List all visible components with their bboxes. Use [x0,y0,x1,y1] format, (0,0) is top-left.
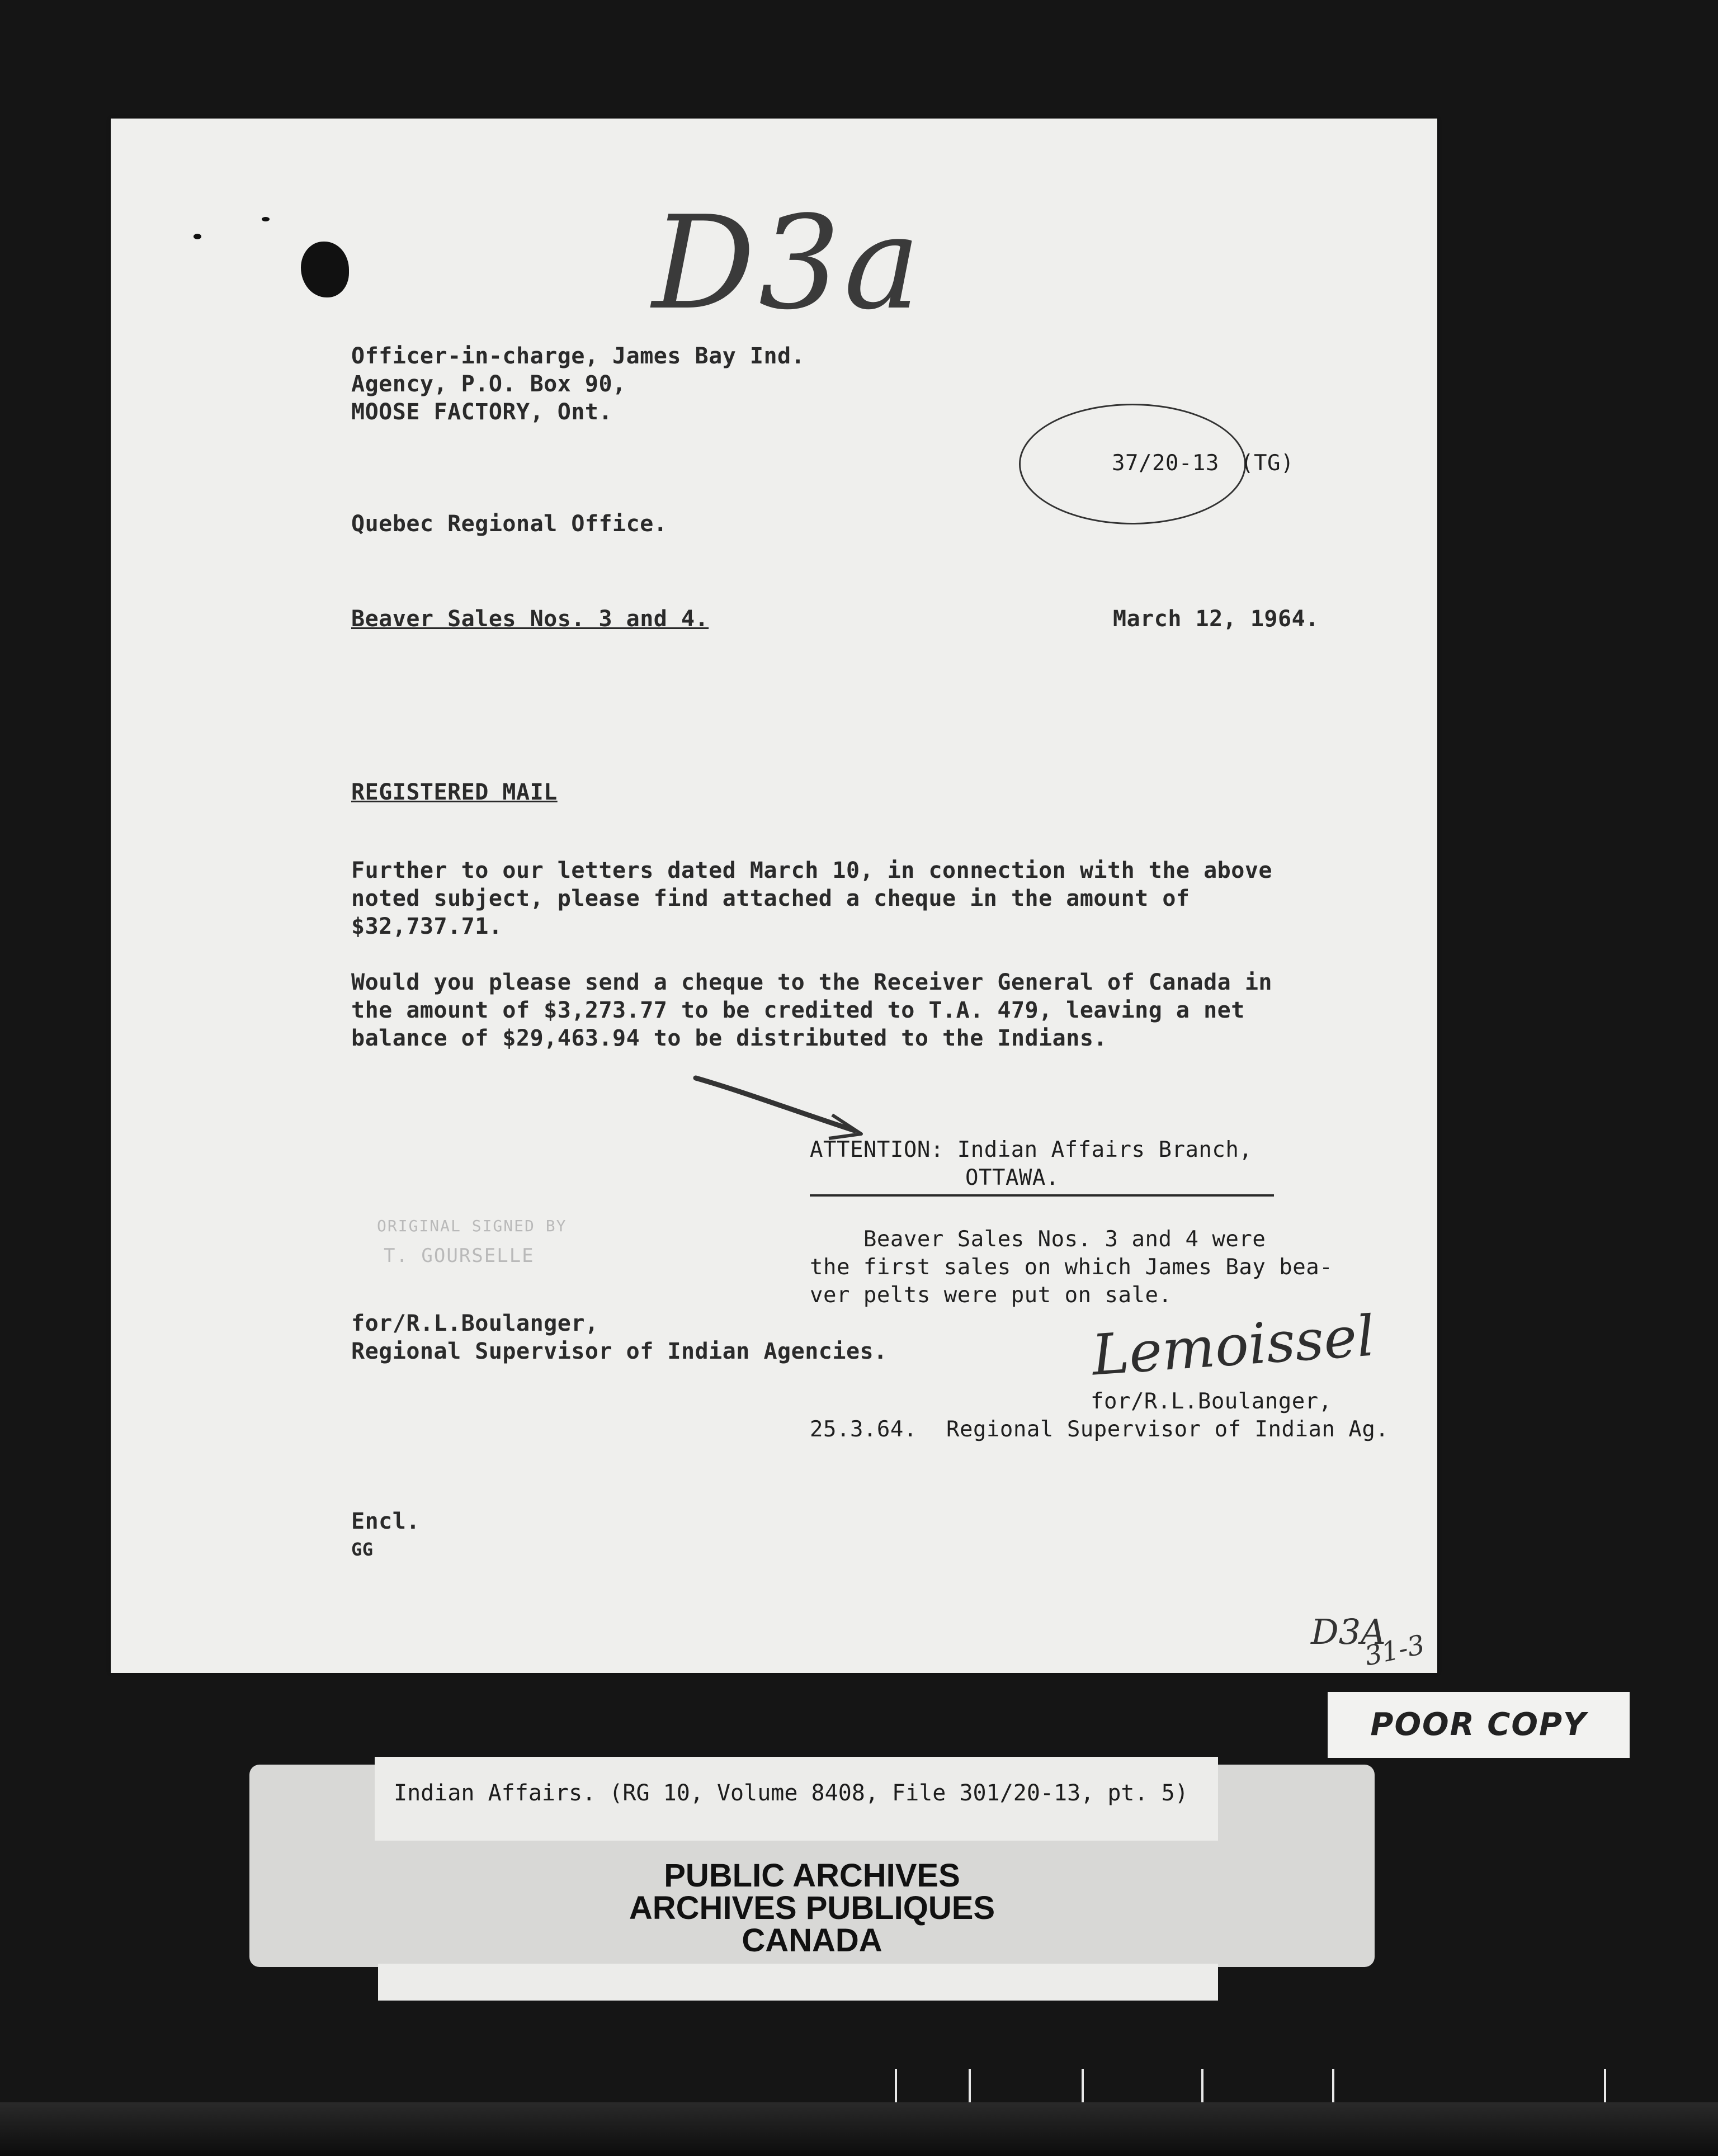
faint-stamp-line-2: T. GOURSELLE [384,1245,535,1267]
registered-mail-heading: REGISTERED MAIL [351,779,558,805]
attention-body-3: ver pelts were put on sale. [810,1283,1172,1308]
film-streak [1604,2069,1606,2102]
film-streak [1082,2069,1084,2102]
film-streak [895,2069,897,2102]
body-para1-line-2: noted subject, please find attached a cheque in the amount of [351,886,1190,911]
handwritten-signature: Lemoissel [1089,1303,1377,1388]
film-streak [969,2069,971,2102]
film-frame-edge [0,2102,1718,2156]
body-para1-line-1: Further to our letters dated March 10, in connection with the above [351,858,1272,883]
body-para1-line-3: $32,737.71. [351,914,503,939]
attention-line-1: ATTENTION: Indian Affairs Branch, [810,1137,1253,1162]
file-number: 37/20-13 [1112,451,1219,476]
archive-title-line-2: ARCHIVES PUBLIQUES [629,1890,995,1926]
note-sign-date: 25.3.64. [810,1417,917,1442]
letter-page [111,119,1437,1673]
file-number-suffix: (TG) [1240,451,1294,476]
ink-speck [262,217,270,221]
archive-citation-tab [375,1757,1218,1841]
attention-body-2: the first sales on which James Bay bea- [810,1255,1333,1280]
film-streak [1201,2069,1203,2102]
arrow-icon [692,1069,871,1147]
body-para2-line-2: the amount of $3,273.77 to be credited to T.A. 479, leaving a net [351,997,1245,1023]
archive-strip [378,1964,1218,2001]
subject-line: Beaver Sales Nos. 3 and 4. [351,606,709,632]
archive-citation: Indian Affairs. (RG 10, Volume 8408, File 301/20-13, pt. 5) [394,1780,1188,1806]
handwritten-reference: D3a [652,189,924,338]
archive-title-line-3: CANADA [742,1922,882,1959]
attention-line-2: OTTAWA. [965,1165,1059,1190]
corner-annotation-2: 31-3 [1362,1629,1428,1672]
note-sign-title: Regional Supervisor of Indian Ag. [946,1417,1389,1442]
enclosure-line: Encl. [351,1509,420,1534]
note-sign-for: for/R.L.Boulanger, [1091,1389,1332,1414]
faint-stamp-line-1: ORIGINAL SIGNED BY [377,1217,567,1235]
addressee-line-1: Officer-in-charge, James Bay Ind. [351,343,805,369]
poor-copy-text: POOR COPY [1370,1706,1587,1743]
addressee-line-3: MOOSE FACTORY, Ont. [351,399,613,425]
film-streak [1332,2069,1334,2102]
signature-for: for/R.L.Boulanger, [351,1311,599,1336]
signature-title: Regional Supervisor of Indian Agencies. [351,1339,888,1364]
poor-copy-label [1328,1692,1630,1758]
corner-annotation-1: D3A [1311,1611,1386,1652]
sender-office: Quebec Regional Office. [351,511,668,537]
body-para2-line-1: Would you please send a cheque to the Receiver General of Canada in [351,970,1272,995]
attention-rule [810,1194,1274,1197]
letter-date: March 12, 1964. [1113,606,1319,632]
archive-title-line-1: PUBLIC ARCHIVES [664,1857,960,1894]
attention-body-1: Beaver Sales Nos. 3 and 4 were [810,1227,1266,1252]
ink-blot [301,242,349,297]
typist-initials: GG [351,1539,374,1560]
body-para2-line-3: balance of $29,463.94 to be distributed to the Indians. [351,1025,1108,1051]
ink-speck [193,234,201,239]
addressee-line-2: Agency, P.O. Box 90, [351,371,626,397]
